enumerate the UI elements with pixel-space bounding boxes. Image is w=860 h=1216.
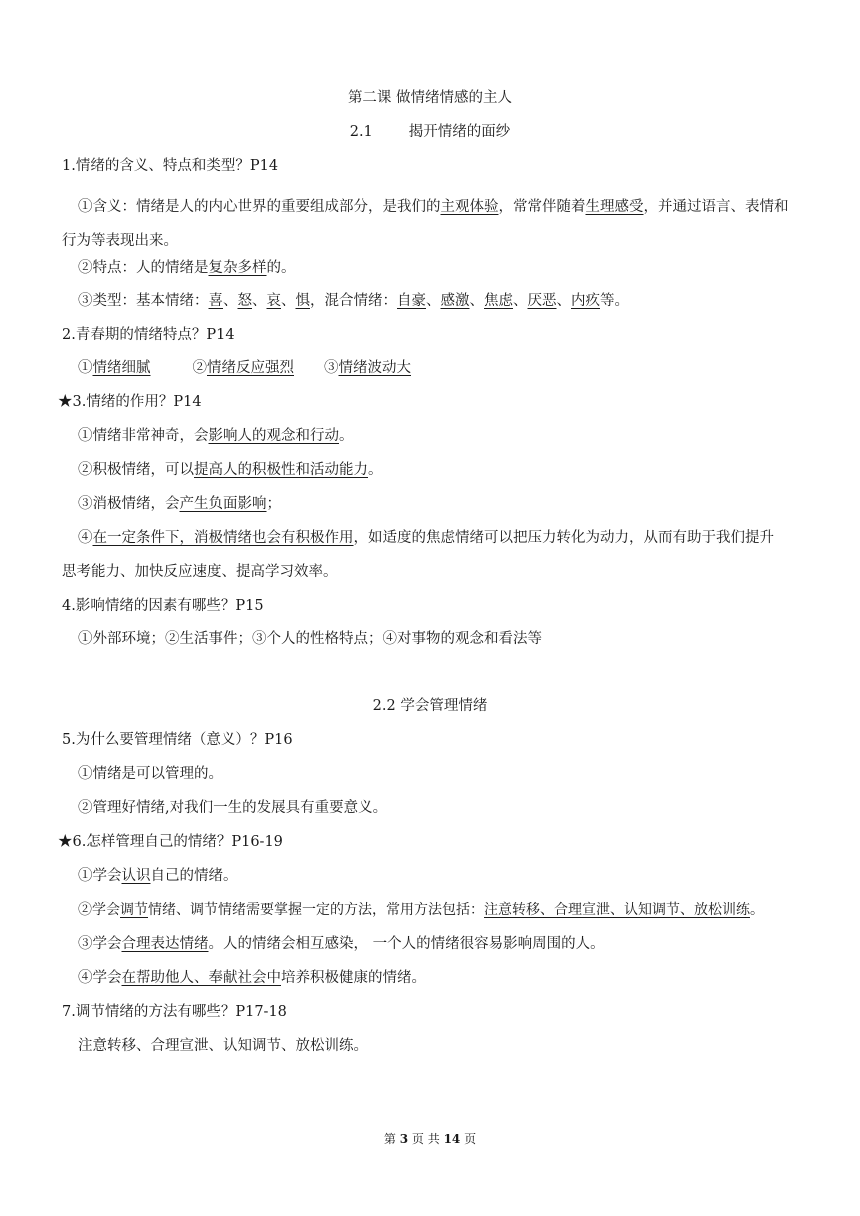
text: 第 [383,1132,396,1146]
key-term: 情绪反应强烈 [207,360,294,376]
key-term: 内疚 [571,293,600,309]
text: ③学会 [78,936,122,952]
text: ④学会 [78,970,122,986]
question-3: ★3.情绪的作用？P14 [58,394,202,410]
text: ①学会 [78,868,122,884]
text: 和行为等表现出来。 [62,199,789,249]
text: ② [192,360,207,376]
answer-1-3 [78,291,629,311]
text: 、 [223,293,238,309]
question-6: ★6.怎样管理自己的情绪？P16-19 [58,834,283,850]
question-4: 4.影响情绪的因素有哪些？P15 [62,598,264,614]
answer-3-2 [78,460,383,480]
key-term: 主观体验 [440,199,499,215]
text: 、 [252,293,267,309]
text: ； [266,496,281,512]
text: 、 [281,293,296,309]
page-footer [0,1130,860,1147]
page-number: 3 [399,1132,409,1146]
key-term: 认识 [121,868,151,884]
section-title: 揭开情绪的面纱 [408,124,511,140]
text: ，并通过语言、表情 [643,199,774,215]
key-term: 在帮助他人、奉献社会中 [121,970,281,986]
text: ②学会 [78,902,120,918]
text: ②特点：人的情绪是 [78,260,209,276]
question-5: 5.为什么要管理情绪（意义）？P16 [62,732,293,748]
section-heading-2-1 [0,122,860,142]
text: ③消极情绪，会 [78,496,180,512]
answer-2 [78,358,411,378]
key-term: 注意转移、合理宣泄、认知调节、放松训练 [484,902,750,918]
text: ②积极情绪，可以 [78,462,194,478]
text: 自己的情绪。 [150,868,238,884]
answer-1-1 [62,190,802,258]
key-term: 自豪 [397,293,426,309]
question-2: 2.青春期的情绪特点？P14 [62,327,235,343]
answer-6-1 [78,866,238,886]
answer-6-2 [78,900,764,920]
text: 培养积极健康的情绪。 [281,970,426,986]
text: ①情绪非常神奇，会 [78,428,209,444]
text: 页 共 [411,1132,440,1146]
key-term: 在一定条件下，消极情绪也会有积极作用 [92,530,354,546]
key-term: 喜 [208,293,223,309]
page-total: 14 [443,1132,461,1146]
question-1: 1.情绪的含义、特点和类型？P14 [62,158,279,174]
section-number: 2.1 [349,124,373,140]
text: 。 [339,428,354,444]
key-term: 情绪波动大 [338,360,411,376]
key-term: 影响人的观念和行动 [208,428,339,444]
key-term: 调节 [120,902,148,918]
text: ① [78,360,93,376]
section-heading-2-2: 2.2 学会管理情绪 [372,698,488,714]
text: 、 [556,293,571,309]
key-term: 复杂多样 [208,260,267,276]
answer-3-3 [78,494,281,514]
text: ④ [78,530,93,546]
answer-3-4-line2: 思考能力、加快反应速度、提高学习效率。 [62,564,338,580]
text: ③ [324,360,339,376]
text: ①含义：情绪是人的内心世界的重要组成部分，是我们的 [78,199,441,215]
text: 。 [368,462,383,478]
answer-7: 注意转移、合理宣泄、认知调节、放松训练。 [78,1038,368,1054]
answer-6-4 [78,968,426,988]
lesson-title: 第二课 做情绪情感的主人 [347,90,513,106]
text: 等。 [600,293,629,309]
text: 、 [513,293,528,309]
question-7: 7.调节情绪的方法有哪些？P17-18 [62,1004,287,1020]
text: 页 [464,1132,477,1146]
text: 。 [750,902,764,918]
answer-5-2: ②管理好情绪,对我们一生的发展具有重要意义。 [78,800,388,816]
answer-3-4-line1 [78,528,774,548]
key-term: 情绪细腻 [92,360,151,376]
text: 、 [469,293,484,309]
key-term: 合理表达情绪 [121,936,209,952]
key-term: 感激 [440,293,470,309]
text: ③类型：基本情绪： [78,293,209,309]
key-term: 产生负面影响 [179,496,267,512]
text: ，混合情绪： [310,293,397,309]
answer-3-1 [78,426,354,446]
key-term: 焦虑 [484,293,513,309]
answer-4: ①外部环境；②生活事件；③个人的性格特点；④对事物的观念和看法等 [78,631,542,647]
answer-6-3 [78,934,605,954]
answer-5-1: ①情绪是可以管理的。 [78,766,223,782]
text: 的。 [266,260,296,276]
text: 情绪、调节情绪需要掌握一定的方法，常用方法包括： [148,902,484,918]
answer-1-2 [78,258,296,278]
text: ，如适度的焦虑情绪可以把压力转化为动力，从而有助于我们提升 [353,530,774,546]
key-term: 哀 [266,293,281,309]
key-term: 生理感受 [585,199,644,215]
key-term: 提高人的积极性和活动能力 [194,462,368,478]
key-term: 厌恶 [527,293,557,309]
text: 、 [426,293,441,309]
text: 。人的情绪会相互感染， 一个人的情绪很容易影响周围的人。 [208,936,605,952]
key-term: 怒 [237,293,252,309]
key-term: 惧 [295,293,310,309]
text: ，常常伴随着 [498,199,586,215]
